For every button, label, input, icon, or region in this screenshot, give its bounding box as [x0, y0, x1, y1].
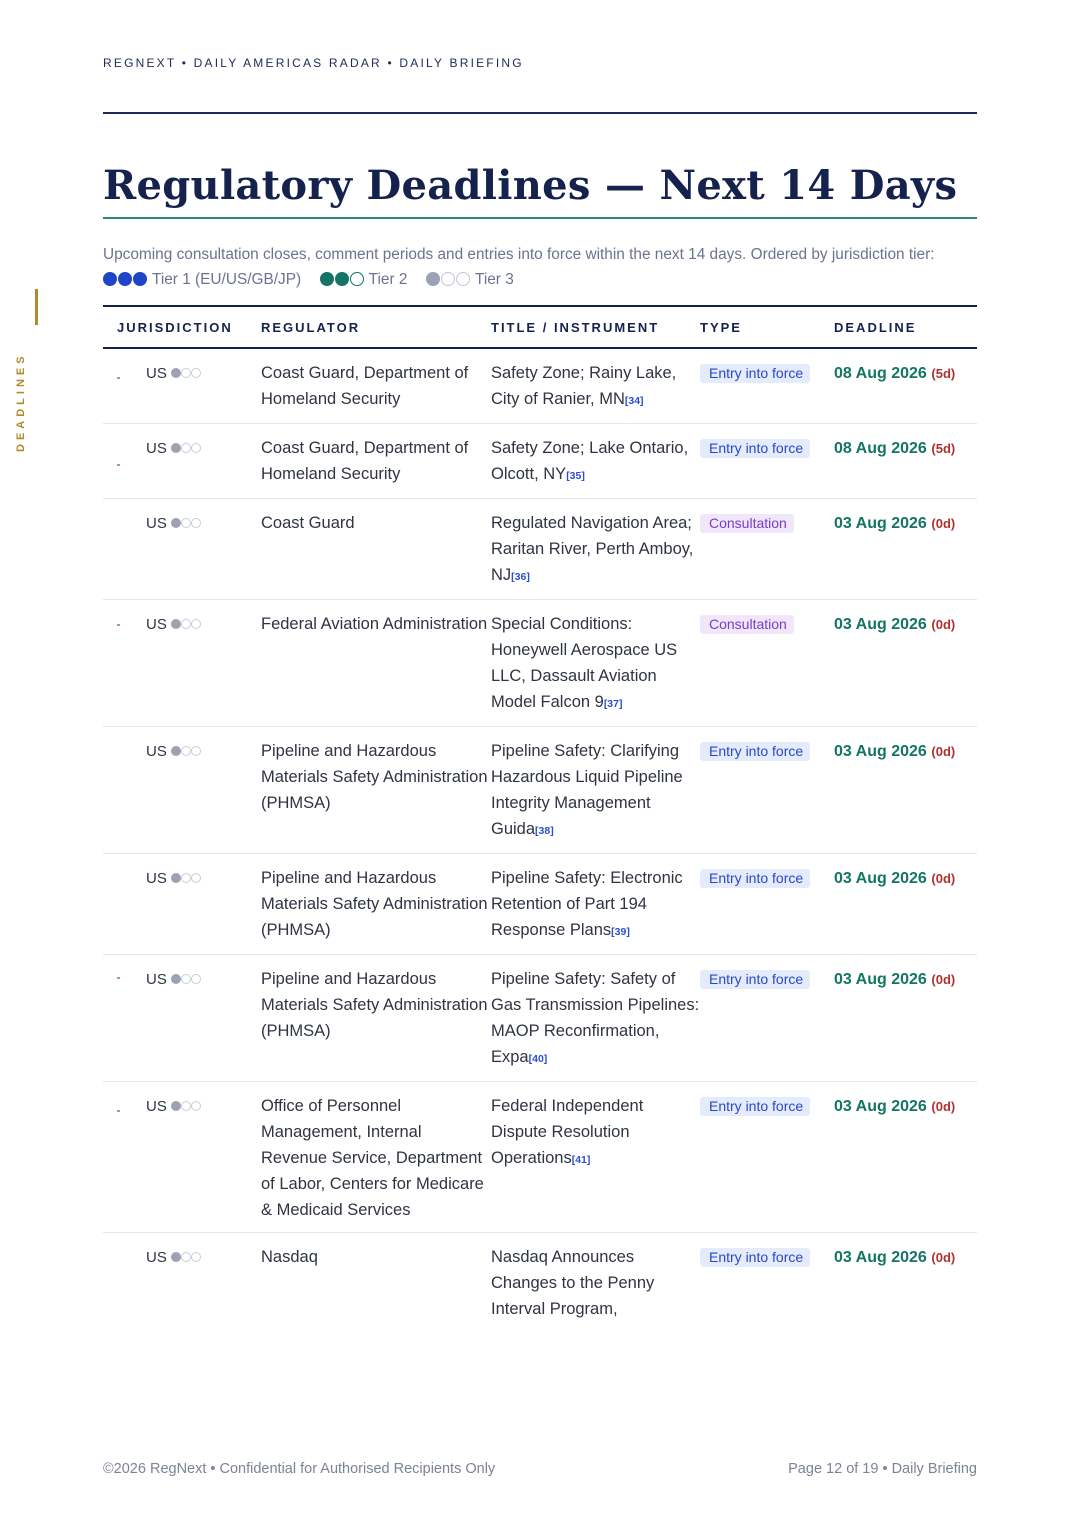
deadline-cell — [834, 348, 977, 424]
running-header: REGNEXT • DAILY AMERICAS RADAR • DAILY BRIEFING — [103, 56, 524, 70]
column-header-title: TITLE / INSTRUMENT — [491, 319, 660, 335]
type-cell — [700, 348, 834, 424]
type-badge: Entry into force — [700, 364, 810, 383]
instrument-title: Pipeline Safety: Safety of Gas Transmission Pipelines: MAOP Reconfirmation, Expa — [491, 970, 700, 1066]
tier-dot-icon — [181, 974, 191, 984]
deadline-date: 08 Aug 2026 — [834, 365, 927, 382]
tier-label: Tier 2 — [368, 271, 408, 288]
table-header-row — [103, 306, 977, 348]
jurisdiction-code: US — [146, 616, 167, 633]
title-cell — [491, 424, 700, 499]
tier-dot-icon — [191, 746, 201, 756]
tier-dot-icon — [171, 873, 181, 883]
instrument-title: Federal Independent Dispute Resolution Operations — [491, 1097, 644, 1167]
column-header-regulator: REGULATOR — [261, 319, 361, 335]
tier-dot-icon — [181, 368, 191, 378]
tier-dot-icon — [171, 619, 181, 629]
tier-dot-icon — [335, 272, 349, 286]
days-remaining: (0d) — [931, 744, 956, 759]
tier-dot-icon — [191, 619, 201, 629]
title-cell — [491, 955, 700, 1082]
deadline-date: 08 Aug 2026 — [834, 440, 927, 457]
source-reference-link[interactable]: [40] — [528, 1053, 548, 1065]
tier-legend-3 — [426, 271, 514, 288]
tier-dot-icon — [133, 272, 147, 286]
tier-dot-icon — [320, 272, 334, 286]
jurisdiction-cell — [103, 600, 261, 727]
instrument-title: Nasdaq Announces Changes to the Penny Interval Program, — [491, 1248, 655, 1318]
jurisdiction-cell — [103, 854, 261, 955]
table-row — [103, 499, 977, 600]
jurisdiction-code: US — [146, 1249, 167, 1266]
type-cell — [700, 955, 834, 1082]
days-remaining: (0d) — [931, 617, 956, 632]
jurisdiction-code: US — [146, 1098, 167, 1115]
column-header-type: TYPE — [700, 319, 742, 335]
title-cell — [491, 1082, 700, 1233]
deadline-cell — [834, 600, 977, 727]
regulator-cell: Coast Guard — [261, 514, 355, 532]
row-marker — [117, 977, 120, 979]
instrument-title: Pipeline Safety: Electronic Retention of Part 194 Response Plans — [491, 869, 683, 939]
tier-dot-icon — [191, 974, 201, 984]
footer-page-number: Page 12 of 19 • Daily Briefing — [788, 1461, 977, 1477]
tier-dot-icon — [181, 1101, 191, 1111]
regulator-cell: Coast Guard, Department of Homeland Security — [261, 364, 469, 408]
jurisdiction-cell — [103, 1233, 261, 1334]
title-cell — [491, 348, 700, 424]
jurisdiction-cell — [103, 727, 261, 854]
type-badge: Entry into force — [700, 439, 810, 458]
regulator-cell: Coast Guard, Department of Homeland Security — [261, 439, 469, 483]
tier-dot-icon — [426, 272, 440, 286]
type-badge: Consultation — [700, 514, 794, 533]
tier-dot-icon — [441, 272, 455, 286]
deadline-cell — [834, 854, 977, 955]
type-badge: Entry into force — [700, 869, 810, 888]
intro-paragraph — [103, 242, 977, 292]
table-row — [103, 600, 977, 727]
jurisdiction-cell — [103, 955, 261, 1082]
tier-dot-icon — [171, 1101, 181, 1111]
tier-dot-icon — [181, 443, 191, 453]
instrument-title: Pipeline Safety: Clarifying Hazardous Liquid Pipeline Integrity Management Guida — [491, 742, 683, 838]
row-marker — [117, 624, 120, 626]
jurisdiction-cell — [103, 499, 261, 600]
jurisdiction-code: US — [146, 365, 167, 382]
tier-dot-icon — [181, 619, 191, 629]
instrument-title: Regulated Navigation Area; Raritan River, Perth Amboy, NJ — [491, 514, 694, 584]
title-rule — [103, 217, 977, 219]
type-cell — [700, 854, 834, 955]
type-cell — [700, 499, 834, 600]
table-row — [103, 348, 977, 424]
title-cell — [491, 727, 700, 854]
tier-dot-icon — [171, 518, 181, 528]
tier-dot-icon — [191, 518, 201, 528]
tier-dot-icon — [191, 873, 201, 883]
type-badge: Entry into force — [700, 1097, 810, 1116]
type-badge: Entry into force — [700, 970, 810, 989]
tier-dot-icon — [171, 974, 181, 984]
tier-dot-icon — [118, 272, 132, 286]
source-reference-link[interactable]: [35] — [566, 470, 585, 482]
table-row — [103, 727, 977, 854]
jurisdiction-code: US — [146, 971, 167, 988]
tier-legend-1 — [103, 271, 305, 288]
jurisdiction-code: US — [146, 870, 167, 887]
jurisdiction-code: US — [146, 440, 167, 457]
page-title: Regulatory Deadlines — Next 14 Days — [103, 162, 958, 209]
deadline-cell — [834, 424, 977, 499]
days-remaining: (0d) — [931, 1250, 956, 1265]
row-marker — [117, 1110, 120, 1112]
tier-dot-icon — [181, 1252, 191, 1262]
tier-dot-icon — [171, 443, 181, 453]
type-cell — [700, 727, 834, 854]
tier-dot-icon — [191, 443, 201, 453]
regulator-cell: Office of Personnel Management, Internal Revenue Service, Department of Labor, Centers for Medicare & Medicaid Services — [261, 1097, 484, 1219]
jurisdiction-cell — [103, 348, 261, 424]
days-remaining: (0d) — [931, 1099, 956, 1114]
tier-dot-icon — [191, 368, 201, 378]
instrument-title: Safety Zone; Rainy Lake, City of Ranier, MN — [491, 364, 677, 408]
tier-dot-icon — [191, 1101, 201, 1111]
deadline-date: 03 Aug 2026 — [834, 515, 927, 532]
tier-legend-2 — [320, 271, 412, 288]
jurisdiction-code: US — [146, 743, 167, 760]
title-cell — [491, 600, 700, 727]
deadlines-table — [103, 305, 977, 1333]
deadline-date: 03 Aug 2026 — [834, 616, 927, 633]
deadline-cell — [834, 727, 977, 854]
deadline-date: 03 Aug 2026 — [834, 870, 927, 887]
deadline-date: 03 Aug 2026 — [834, 743, 927, 760]
title-cell — [491, 499, 700, 600]
days-remaining: (0d) — [931, 516, 956, 531]
regulator-cell: Nasdaq — [261, 1248, 318, 1266]
table-row — [103, 1233, 977, 1334]
source-reference-link[interactable]: [41] — [571, 1154, 591, 1166]
tier-dot-icon — [171, 746, 181, 756]
source-reference-link[interactable]: [38] — [535, 825, 554, 837]
side-section-marker — [35, 289, 38, 325]
tier-dot-icon — [103, 272, 117, 286]
jurisdiction-cell — [103, 424, 261, 499]
deadline-cell — [834, 1233, 977, 1334]
row-marker — [117, 464, 120, 466]
table-row — [103, 955, 977, 1082]
column-header-deadline: DEADLINE — [834, 319, 917, 335]
regulator-cell: Pipeline and Hazardous Materials Safety Administration (PHMSA) — [261, 869, 488, 939]
tier-label: Tier 1 (EU/US/GB/JP) — [152, 271, 302, 288]
instrument-title: Special Conditions: Honeywell Aerospace US LLC, Dassault Aviation Model Falcon 9 — [491, 615, 678, 711]
jurisdiction-cell — [103, 1082, 261, 1233]
intro-text: Upcoming consultation closes, comment periods and entries into force within the next 14 days. Ordered by jurisdiction tier: — [103, 246, 935, 263]
source-reference-link[interactable]: [37] — [603, 698, 623, 710]
type-badge: Entry into force — [700, 742, 810, 761]
tier-dot-icon — [171, 1252, 181, 1262]
days-remaining: (0d) — [931, 972, 956, 987]
jurisdiction-code: US — [146, 515, 167, 532]
table-row — [103, 424, 977, 499]
side-section-label: DEADLINES — [15, 352, 27, 452]
deadline-date: 03 Aug 2026 — [834, 971, 927, 988]
deadline-cell — [834, 1082, 977, 1233]
days-remaining: (5d) — [931, 366, 956, 381]
table-row — [103, 854, 977, 955]
source-reference-link[interactable]: [34] — [624, 395, 644, 407]
instrument-title: Safety Zone; Lake Ontario, Olcott, NY — [491, 439, 689, 483]
type-badge: Consultation — [700, 615, 794, 634]
source-reference-link[interactable]: [39] — [611, 926, 630, 938]
tier-dot-icon — [456, 272, 470, 286]
type-cell — [700, 600, 834, 727]
regulator-cell: Pipeline and Hazardous Materials Safety Administration (PHMSA) — [261, 970, 488, 1040]
type-cell — [700, 424, 834, 499]
tier-dot-icon — [181, 873, 191, 883]
title-cell — [491, 1233, 700, 1334]
tier-dot-icon — [350, 272, 364, 286]
tier-dot-icon — [171, 368, 181, 378]
source-reference-link[interactable]: [36] — [511, 571, 530, 583]
days-remaining: (5d) — [931, 441, 956, 456]
tier-dot-icon — [191, 1252, 201, 1262]
deadline-cell — [834, 955, 977, 1082]
tier-dot-icon — [181, 518, 191, 528]
deadline-date: 03 Aug 2026 — [834, 1098, 927, 1115]
footer-copyright: ©2026 RegNext • Confidential for Authorised Recipients Only — [103, 1461, 496, 1477]
table-row — [103, 1082, 977, 1233]
type-cell — [700, 1082, 834, 1233]
deadline-date: 03 Aug 2026 — [834, 1249, 927, 1266]
type-badge: Entry into force — [700, 1248, 810, 1267]
regulator-cell: Federal Aviation Administration — [261, 615, 488, 633]
row-marker — [117, 377, 120, 379]
header-rule — [103, 112, 977, 114]
regulator-cell: Pipeline and Hazardous Materials Safety Administration (PHMSA) — [261, 742, 488, 812]
tier-dot-icon — [181, 746, 191, 756]
deadline-cell — [834, 499, 977, 600]
title-cell — [491, 854, 700, 955]
tier-label: Tier 3 — [475, 271, 514, 288]
days-remaining: (0d) — [931, 871, 956, 886]
type-cell — [700, 1233, 834, 1334]
column-header-jurisdiction: JURISDICTION — [117, 319, 233, 335]
